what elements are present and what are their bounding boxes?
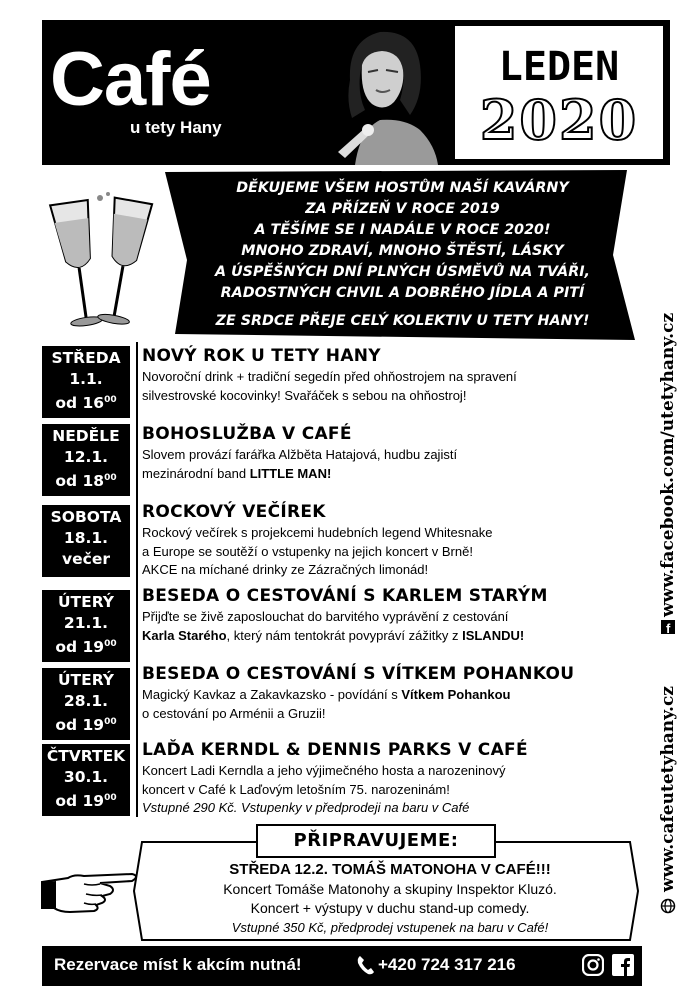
- reservation-note: Rezervace míst k akcím nutná!: [54, 955, 302, 974]
- greeting-signature: ZE SRDCE PŘEJE CELÝ KOLEKTIV U TETY HANY!: [215, 313, 590, 329]
- ticket-info: Vstupné 290 Kč. Vstupenky v předprodeji na baru v Café: [142, 800, 470, 815]
- event-desc-line: [142, 686, 510, 705]
- greeting-line: A ÚSPĚŠNÝCH DNÍ PLNÝCH ÚSMĚVŮ NA TVÁŘI,: [215, 264, 590, 280]
- logo-title: Café: [50, 37, 211, 122]
- event-title: BOHOSLUŽBA V CAFÉ: [142, 424, 352, 444]
- event-date-value: 1.1.: [69, 370, 103, 388]
- event-time: [42, 634, 130, 658]
- event-day: ÚTERÝ: [57, 593, 115, 611]
- event-day: NEDĚLE: [52, 427, 120, 445]
- event-desc-text: mezinárodní band: [142, 465, 250, 481]
- globe-icon: [662, 900, 675, 913]
- event-desc-line: Přijďte se živě zaposlouchat do barvitého vyprávění z cestování: [142, 609, 509, 624]
- svg-text:f: f: [666, 621, 671, 636]
- event-description: [142, 524, 492, 580]
- event-time-minutes: 00: [104, 639, 117, 649]
- facebook-icon[interactable]: [612, 954, 634, 976]
- facebook-url[interactable]: www.facebook.com/utetyhany.cz: [658, 312, 678, 617]
- greeting-line: ZA PŘÍZEŇ V ROCE 2019: [305, 201, 500, 217]
- upcoming-ticket-info: Vstupné 350 Kč, předprodej vstupenek na baru v Café!: [231, 920, 549, 935]
- event-date-value: 30.1.: [63, 768, 109, 786]
- event-desc-text: Magický Kavkaz a Zakavkazsko - povídání s: [142, 687, 402, 702]
- event-title: NOVÝ ROK U TETY HANY: [142, 346, 381, 366]
- facebook-icon: [661, 620, 675, 636]
- event-date: [42, 668, 130, 740]
- upcoming-text: [155, 860, 625, 937]
- event-time-minutes: 00: [104, 793, 117, 803]
- event-desc-line: Slovem provází farářka Alžběta Hatajová, hudbu zajistí: [142, 447, 458, 462]
- event-time: [42, 788, 130, 812]
- event-desc-line: koncert v Café k Laďovým letošním 75. narozeninám!: [142, 781, 450, 797]
- event-date-value: 28.1.: [63, 692, 109, 710]
- guest-name: Karla Starého: [142, 627, 227, 643]
- instagram-icon[interactable]: [582, 954, 604, 976]
- event-time-text: od 19: [55, 716, 105, 734]
- year-label: 2020: [479, 88, 639, 152]
- upcoming-line: Koncert + výstupy v duchu stand-up comedy.: [250, 900, 530, 916]
- event-time-text: od 16: [55, 394, 105, 412]
- greeting-line: RADOSTNÝCH CHVIL A DOBRÉHO JÍDLA A PITÍ: [220, 285, 585, 301]
- event-desc-line: [142, 627, 524, 646]
- event-time: večer: [62, 550, 110, 568]
- event-day: STŘEDA: [51, 349, 121, 367]
- event-date: [42, 346, 130, 418]
- event-title: ROCKOVÝ VEČÍREK: [142, 502, 326, 522]
- event-desc-line: [142, 465, 457, 484]
- event-date-value: 18.1.: [63, 529, 109, 547]
- greeting-line: A TĚŠÍME SE I NADÁLE V ROCE 2020!: [254, 222, 551, 238]
- footer-bar: [42, 946, 642, 986]
- upcoming-line: Koncert Tomáše Matonohy a skupiny Inspektor Kluzó.: [223, 881, 557, 897]
- event-day: ČTVRTEK: [46, 747, 126, 765]
- event-description: [142, 608, 524, 645]
- web-url[interactable]: www.cafeutetyhany.cz: [658, 686, 678, 892]
- greeting-banner: [165, 170, 635, 340]
- logo-subtitle: u tety Hany: [130, 118, 222, 137]
- month-label: LEDEN: [498, 44, 620, 90]
- event-time: [42, 712, 130, 736]
- event-desc-line: silvestrovské kocovinky! Svařáček s sebou na ohňostroj!: [142, 387, 467, 403]
- event-description: [142, 446, 457, 483]
- greeting-line: DĚKUJEME VŠEM HOSTŮM NAŠÍ KAVÁRNY: [236, 180, 569, 196]
- destination-name: ISLANDU!: [462, 627, 525, 643]
- upcoming-label: PŘIPRAVUJEME:: [256, 824, 496, 858]
- event-time-text: od 18: [55, 472, 105, 490]
- event-time-text: od 19: [55, 792, 105, 810]
- header-banner: [42, 20, 670, 165]
- event-time-minutes: 00: [104, 473, 117, 483]
- event-description: [142, 368, 517, 405]
- event-date: [42, 505, 130, 577]
- guest-name: Vítkem Pohankou: [401, 687, 511, 702]
- event-desc-line: a Europe se soutěží o vstupenky na jejich koncert v Brně!: [142, 543, 473, 559]
- event-time-text: od 19: [55, 638, 105, 656]
- event-desc-line: Novoroční drink + tradiční segedín před ohňostrojem na spravení: [142, 369, 517, 384]
- event-day: SOBOTA: [50, 508, 122, 526]
- event-desc-line: Rockový večírek s projekcemi hudebních legend Whitesnake: [142, 525, 493, 540]
- hand-pointer-icon: [40, 868, 142, 914]
- event-time: [42, 468, 130, 492]
- champagne-glasses-icon: [38, 190, 163, 335]
- event-time: [42, 390, 130, 414]
- event-desc-line: Koncert Ladi Kerndla a jeho výjimečného hosta a narozeninový: [142, 763, 506, 778]
- event-date: [42, 590, 130, 662]
- event-day: ÚTERÝ: [57, 671, 115, 689]
- greeting-text: [185, 178, 620, 332]
- event-desc-text: , který nám tentokrát povypráví zážitky z: [226, 627, 463, 643]
- phone-icon: [356, 954, 376, 976]
- event-time-minutes: 00: [104, 395, 117, 405]
- side-urls: [653, 20, 683, 920]
- event-description: [142, 686, 510, 723]
- divider-line: [136, 342, 138, 817]
- phone-number[interactable]: +420 724 317 216: [378, 955, 516, 974]
- event-title: BESEDA O CESTOVÁNÍ S KARLEM STARÝM: [142, 586, 548, 606]
- month-box: [455, 26, 663, 159]
- event-date: [42, 424, 130, 496]
- event-title: BESEDA O CESTOVÁNÍ S VÍTKEM POHANKOU: [142, 664, 575, 684]
- event-date: [42, 744, 130, 816]
- event-date-value: 12.1.: [63, 448, 109, 466]
- event-desc-line: AKCE na míchané drinky ze Zázračných limonád!: [142, 562, 429, 577]
- event-date-value: 21.1.: [63, 614, 109, 632]
- greeting-line: MNOHO ZDRAVÍ, MNOHO ŠTĚSTÍ, LÁSKY: [241, 243, 564, 259]
- event-time-minutes: 00: [104, 717, 117, 727]
- band-name: LITTLE MAN!: [249, 465, 332, 481]
- singer-photo: [310, 20, 450, 165]
- event-desc-line: o cestování po Arménii a Gruzii!: [142, 705, 326, 721]
- event-description: [142, 762, 506, 818]
- event-desc-line: [142, 799, 506, 818]
- upcoming-title: STŘEDA 12.2. TOMÁŠ MATONOHA V CAFÉ!!!: [229, 861, 551, 878]
- event-title: LAĎA KERNDL & DENNIS PARKS V CAFÉ: [142, 740, 528, 760]
